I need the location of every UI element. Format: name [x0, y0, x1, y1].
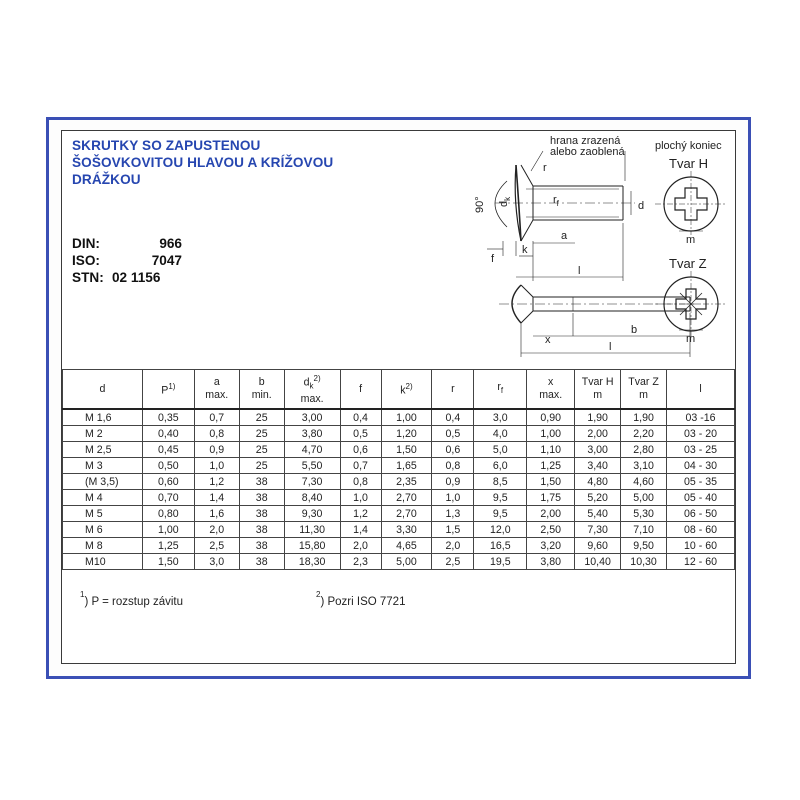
table-cell: 0,8 — [432, 458, 474, 474]
table-cell: 0,50 — [142, 458, 194, 474]
table-cell: 1,6 — [194, 506, 239, 522]
table-cell: 2,5 — [194, 538, 239, 554]
standard-label: DIN: — [72, 236, 100, 251]
a-label: a — [561, 230, 568, 242]
column-header: Tvar Z m — [621, 370, 667, 410]
standard-label: STN: — [72, 270, 104, 285]
table-cell: 2,50 — [527, 522, 575, 538]
table-row — [63, 490, 735, 506]
page-title — [72, 137, 402, 188]
table-cell: 38 — [239, 474, 284, 490]
table-cell: 2,35 — [381, 474, 432, 490]
dk-label: $d_k$ — [498, 196, 512, 207]
header-row — [63, 370, 735, 410]
table-cell: 03 - 20 — [667, 426, 735, 442]
table-cell: 9,50 — [621, 538, 667, 554]
datasheet — [61, 130, 736, 664]
table-cell: 3,00 — [284, 409, 340, 426]
table-cell: 1,0 — [194, 458, 239, 474]
table-cell: 03 -16 — [667, 409, 735, 426]
table-cell: 3,40 — [575, 458, 621, 474]
table-cell: 5,0 — [474, 442, 527, 458]
column-header: a max. — [194, 370, 239, 410]
table-cell: 1,4 — [194, 490, 239, 506]
table-cell: 1,00 — [527, 426, 575, 442]
footnote-1-text: ) P = rozstup závitu — [84, 595, 183, 608]
table-cell: 38 — [239, 506, 284, 522]
table-cell: 0,7 — [340, 458, 381, 474]
title-line-3: DRÁŽKOU — [72, 172, 141, 187]
edge-note-line-2: alebo zaoblená — [550, 146, 625, 158]
table-cell: 0,80 — [142, 506, 194, 522]
table-cell: M 4 — [63, 490, 143, 506]
screw-technical-drawing — [395, 131, 735, 369]
table-cell: 1,75 — [527, 490, 575, 506]
table-cell: 1,50 — [527, 474, 575, 490]
table-row — [63, 506, 735, 522]
table-cell: 7,30 — [284, 474, 340, 490]
table-cell: 0,40 — [142, 426, 194, 442]
title-line-1: SKRUTKY SO ZAPUSTENOU — [72, 138, 261, 153]
table-cell: 0,4 — [340, 409, 381, 426]
table-cell: 3,30 — [381, 522, 432, 538]
table-cell: 2,70 — [381, 490, 432, 506]
table-cell: 03 - 25 — [667, 442, 735, 458]
table-cell: 10 - 60 — [667, 538, 735, 554]
table-cell: 0,9 — [194, 442, 239, 458]
column-header: l — [667, 370, 735, 410]
form-h-label: Tvar H — [669, 156, 708, 171]
table-cell: 1,0 — [432, 490, 474, 506]
table-cell: 2,00 — [575, 426, 621, 442]
table-cell: 0,5 — [340, 426, 381, 442]
column-header: Tvar H m — [575, 370, 621, 410]
flat-end-label: plochý koniec — [655, 140, 722, 152]
table-row — [63, 458, 735, 474]
table-cell: 10,40 — [575, 554, 621, 570]
table-cell: 2,0 — [194, 522, 239, 538]
standard-label: ISO: — [72, 253, 100, 268]
footnote-2-mark: 2 — [316, 590, 321, 599]
table-cell: 1,90 — [575, 409, 621, 426]
l-label-top: l — [578, 265, 581, 277]
table-cell: 2,3 — [340, 554, 381, 570]
dimensions-table — [62, 369, 735, 570]
standard-stn — [72, 269, 182, 286]
table-cell: 0,35 — [142, 409, 194, 426]
table-cell: 4,65 — [381, 538, 432, 554]
m-label-z: m — [686, 333, 696, 345]
table-cell: 6,0 — [474, 458, 527, 474]
table-cell: 38 — [239, 554, 284, 570]
table-row — [63, 554, 735, 570]
table-cell: 9,5 — [474, 490, 527, 506]
r-label: r — [543, 162, 547, 174]
d-label: d — [638, 200, 645, 212]
table-cell: 1,65 — [381, 458, 432, 474]
table-row — [63, 426, 735, 442]
table-cell: 25 — [239, 426, 284, 442]
standard-iso — [72, 252, 182, 269]
table-cell: 0,5 — [432, 426, 474, 442]
table-cell: M 5 — [63, 506, 143, 522]
table-cell: 5,50 — [284, 458, 340, 474]
table-cell: 1,20 — [381, 426, 432, 442]
table-cell: 4,80 — [575, 474, 621, 490]
column-header: x max. — [527, 370, 575, 410]
column-header: $d_k^{2)}$ max. — [284, 370, 340, 410]
table-cell: 9,30 — [284, 506, 340, 522]
table-cell: 0,45 — [142, 442, 194, 458]
table-cell: 1,90 — [621, 409, 667, 426]
table-cell: 1,2 — [194, 474, 239, 490]
table-cell: 5,00 — [381, 554, 432, 570]
table-cell: 1,50 — [142, 554, 194, 570]
k-label: k — [522, 244, 528, 256]
table-cell: M10 — [63, 554, 143, 570]
table-cell: 0,70 — [142, 490, 194, 506]
table-cell: 7,30 — [575, 522, 621, 538]
screw-side-view-bottom — [499, 285, 699, 357]
table-body — [63, 409, 735, 570]
table-cell: 8,5 — [474, 474, 527, 490]
footnote-1-mark: 1 — [80, 590, 85, 599]
standard-value: 966 — [159, 236, 182, 251]
standard-value: 02 1156 — [112, 270, 161, 285]
table-cell: 38 — [239, 522, 284, 538]
table-cell: 06 - 50 — [667, 506, 735, 522]
footnote-2 — [316, 590, 406, 608]
table-cell: 4,70 — [284, 442, 340, 458]
table-cell: 2,0 — [432, 538, 474, 554]
table-cell: 12,0 — [474, 522, 527, 538]
table-cell: 12 - 60 — [667, 554, 735, 570]
table-cell: 2,0 — [340, 538, 381, 554]
table-cell: 5,00 — [621, 490, 667, 506]
table-cell: 4,60 — [621, 474, 667, 490]
table-cell: 0,6 — [340, 442, 381, 458]
table-cell: M 1,6 — [63, 409, 143, 426]
table-cell: 2,20 — [621, 426, 667, 442]
table-cell: 1,50 — [381, 442, 432, 458]
table-cell: 05 - 40 — [667, 490, 735, 506]
form-z-label: Tvar Z — [669, 256, 707, 271]
table-cell: 5,20 — [575, 490, 621, 506]
table-cell: 38 — [239, 490, 284, 506]
title-line-2: ŠOŠOVKOVITOU HLAVOU A KRÍŽOVOU — [72, 155, 334, 170]
edge-note-line-1: hrana zrazená — [550, 135, 621, 147]
table-cell: 3,80 — [527, 554, 575, 570]
b-label: b — [631, 324, 638, 336]
cross-recess-h-view — [655, 171, 727, 235]
table-cell: 9,60 — [575, 538, 621, 554]
table-cell: M 6 — [63, 522, 143, 538]
table-cell: 3,20 — [527, 538, 575, 554]
table-cell: 1,00 — [381, 409, 432, 426]
table-row — [63, 522, 735, 538]
screw-side-view-top — [487, 151, 635, 281]
rf-label: $r_f$ — [553, 194, 559, 208]
table-cell: 1,3 — [432, 506, 474, 522]
table-cell: 3,00 — [575, 442, 621, 458]
table-cell: 8,40 — [284, 490, 340, 506]
table-cell: 3,10 — [621, 458, 667, 474]
table-cell: 0,90 — [527, 409, 575, 426]
table-cell: 2,70 — [381, 506, 432, 522]
table-cell: M 3 — [63, 458, 143, 474]
table-cell: 1,00 — [142, 522, 194, 538]
table-cell: 1,25 — [527, 458, 575, 474]
table-cell: 08 - 60 — [667, 522, 735, 538]
x-label: x — [545, 334, 551, 346]
table-cell: 5,40 — [575, 506, 621, 522]
table-cell: 3,0 — [194, 554, 239, 570]
column-header: $k^{2)}$ — [381, 370, 432, 410]
table-cell: 0,6 — [432, 442, 474, 458]
column-header: $r_f$ — [474, 370, 527, 410]
column-header: $P^{1)}$ — [142, 370, 194, 410]
table-cell: 1,2 — [340, 506, 381, 522]
table-cell: 3,80 — [284, 426, 340, 442]
table-cell: 16,5 — [474, 538, 527, 554]
table-cell: 38 — [239, 538, 284, 554]
table-row — [63, 474, 735, 490]
table-cell: 25 — [239, 458, 284, 474]
table-cell: 2,80 — [621, 442, 667, 458]
column-header: f — [340, 370, 381, 410]
table-cell: 5,30 — [621, 506, 667, 522]
footnote-2-text: ) Pozri ISO 7721 — [320, 595, 406, 608]
table-cell: 05 - 35 — [667, 474, 735, 490]
table-cell: 0,4 — [432, 409, 474, 426]
table-cell: 1,0 — [340, 490, 381, 506]
table-row — [63, 442, 735, 458]
table-cell: 1,10 — [527, 442, 575, 458]
table-cell: 25 — [239, 442, 284, 458]
table-cell: 10,30 — [621, 554, 667, 570]
m-label-h: m — [686, 234, 696, 246]
table-cell: 2,00 — [527, 506, 575, 522]
footnote-1 — [80, 590, 183, 608]
table-cell: 0,60 — [142, 474, 194, 490]
table-cell: 0,8 — [340, 474, 381, 490]
table-cell: 7,10 — [621, 522, 667, 538]
standard-value: 7047 — [151, 253, 182, 268]
standards-list — [72, 235, 182, 286]
table-cell: 2,5 — [432, 554, 474, 570]
table-cell: 1,4 — [340, 522, 381, 538]
table-cell: 9,5 — [474, 506, 527, 522]
table-cell: 19,5 — [474, 554, 527, 570]
table-cell: M 2,5 — [63, 442, 143, 458]
table-cell: 0,8 — [194, 426, 239, 442]
table-cell: M 8 — [63, 538, 143, 554]
angle-label: 90° — [474, 196, 486, 213]
page-frame — [46, 117, 751, 679]
table-cell: 11,30 — [284, 522, 340, 538]
table-cell: (M 3,5) — [63, 474, 143, 490]
column-header: b min. — [239, 370, 284, 410]
table-cell: 0,7 — [194, 409, 239, 426]
table-cell: 4,0 — [474, 426, 527, 442]
column-header: r — [432, 370, 474, 410]
table-cell: 0,9 — [432, 474, 474, 490]
table-cell: 3,0 — [474, 409, 527, 426]
table-cell: 25 — [239, 409, 284, 426]
table-cell: 1,25 — [142, 538, 194, 554]
table-cell: 04 - 30 — [667, 458, 735, 474]
table-cell: M 2 — [63, 426, 143, 442]
table-row — [63, 409, 735, 426]
table-row — [63, 538, 735, 554]
table-cell: 1,5 — [432, 522, 474, 538]
table-cell: 15,80 — [284, 538, 340, 554]
standard-din — [72, 235, 182, 252]
column-header: d — [63, 370, 143, 410]
table-cell: 18,30 — [284, 554, 340, 570]
f-label: f — [491, 253, 495, 265]
table-header — [63, 370, 735, 410]
l-label-bottom: l — [609, 341, 612, 353]
